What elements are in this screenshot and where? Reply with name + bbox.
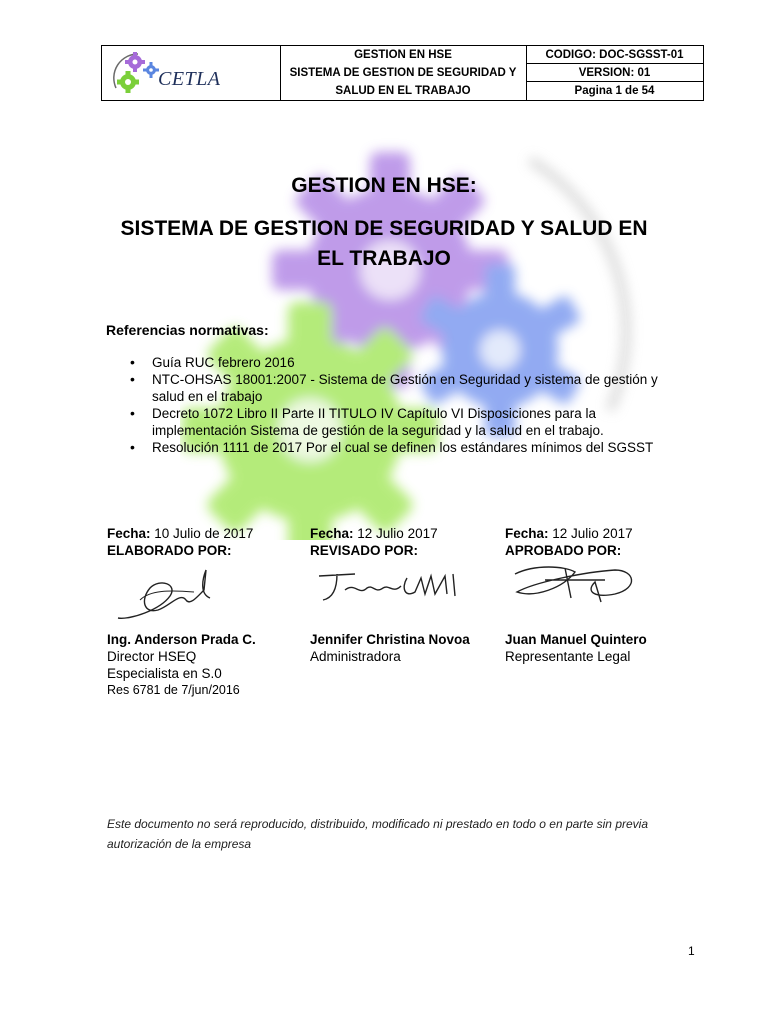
reference-item: • Decreto 1072 Libro II Parte II TITULO IV Capítulo VI Disposiciones para la implementación Sistema de gestión de la seguridad y la salud en el trabajo. [130, 405, 690, 439]
aprobado-name: Juan Manuel Quintero [505, 632, 647, 647]
fecha-label: Fecha: [310, 526, 354, 541]
elaborado-specialty: Especialista en S.0 [107, 666, 222, 681]
reference-item: • NTC-OHSAS 18001:2007 - Sistema de Gestión en Seguridad y sistema de gestión y salud en el trabajo [130, 371, 690, 405]
signature-aprobado [505, 558, 645, 608]
page-number: 1 [688, 944, 695, 958]
page-indicator: Pagina 1 de 54 [574, 85, 655, 97]
revisado-title: Administradora [310, 649, 401, 664]
aprobado-fecha: 12 Julio 2017 [552, 526, 633, 541]
aprobado-column [505, 525, 705, 559]
document-code: CODIGO: DOC-SGSST-01 [526, 46, 703, 64]
header-title-line: GESTION EN HSE [354, 49, 452, 61]
header-code-cell [526, 46, 703, 100]
elaborado-title: Director HSEQ [107, 649, 197, 664]
references-heading: Referencias normativas: [106, 322, 269, 338]
document-title-line1: GESTION EN HSE: [291, 174, 477, 197]
header-title [280, 46, 527, 100]
references-list [130, 354, 690, 456]
aprobado-person [505, 631, 647, 665]
elaborado-column [107, 525, 307, 559]
aprobado-role: APROBADO POR: [505, 543, 622, 558]
header-title-line: SISTEMA DE GESTION DE SEGURIDAD Y [289, 67, 517, 79]
revisado-name: Jennifer Christina Novoa [310, 632, 470, 647]
header-title-line: SALUD EN EL TRABAJO [335, 85, 471, 97]
logo-text: CETLA [158, 68, 221, 90]
document-title-line3: EL TRABAJO [317, 247, 451, 270]
revisado-fecha: 12 Julio 2017 [357, 526, 438, 541]
logo-cell [102, 46, 281, 100]
elaborado-person [107, 631, 256, 699]
document-version: VERSION: 01 [526, 64, 703, 82]
signature-elaborado [110, 560, 220, 628]
signature-revisado [315, 568, 475, 608]
document-header [101, 45, 704, 101]
elaborado-license: Res 6781 de 7/jun/2016 [107, 683, 240, 697]
fecha-label: Fecha: [107, 526, 151, 541]
elaborado-fecha: 10 Julio de 2017 [154, 526, 254, 541]
reference-item: • Guía RUC febrero 2016 [130, 354, 690, 371]
reference-item: • Resolución 1111 de 2017 Por el cual se definen los estándares mínimos del SGSST [130, 439, 690, 456]
document-title-line2: SISTEMA DE GESTION DE SEGURIDAD Y SALUD EN [120, 217, 648, 240]
fecha-label: Fecha: [505, 526, 549, 541]
elaborado-role: ELABORADO POR: [107, 543, 232, 558]
revisado-role: REVISADO POR: [310, 543, 419, 558]
elaborado-name: Ing. Anderson Prada C. [107, 632, 256, 647]
footer-disclaimer: Este documento no será reproducido, distribuido, modificado ni prestado en todo o en parte sin previa autorización de la empresa [107, 817, 648, 851]
aprobado-title: Representante Legal [505, 649, 631, 664]
revisado-person [310, 631, 470, 665]
revisado-column [310, 525, 510, 559]
